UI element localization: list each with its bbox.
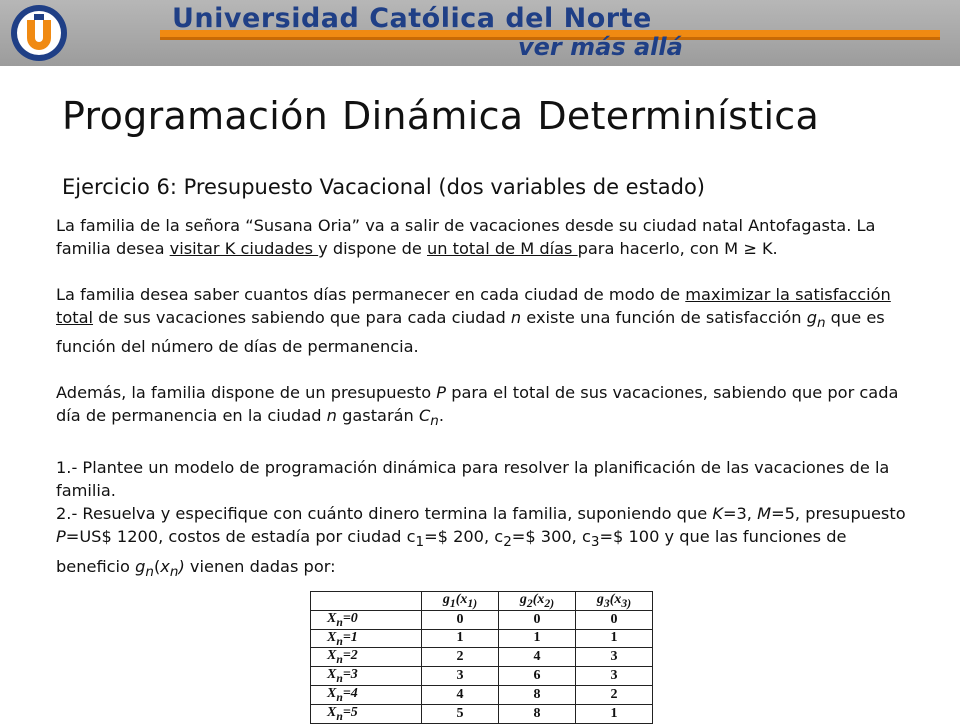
row-label: $X_n=1$	[311, 629, 422, 648]
italic-var: P	[56, 527, 66, 547]
text: vienen dadas por:	[184, 556, 336, 576]
text: para hacerlo, con M ≥ K.	[577, 239, 778, 258]
italic-var: P	[436, 383, 447, 403]
text: La familia de la señora “Susana Oria” va a salir de vacaciones desde su ciudad natal Antofagasta. La familia desea	[56, 216, 876, 258]
paragraph-intro	[56, 214, 916, 260]
table-header-cell: $g_1(x_{1)}$	[422, 592, 499, 611]
text: .	[438, 406, 444, 426]
text: y dispone de	[318, 239, 428, 258]
italic-var: g	[806, 308, 817, 327]
text: =$ 200, c	[424, 527, 504, 547]
italic-var: C	[418, 406, 431, 426]
row-label: $X_n=0$	[311, 610, 422, 629]
exercise-subtitle: Ejercicio 6: Presupuesto Vacacional (dos variables de estado)	[62, 175, 706, 199]
table-cell: 8	[499, 704, 576, 723]
row-label: $X_n=2$	[311, 648, 422, 667]
question-1: 1.- Plantee un modelo de programación dinámica para resolver la planificación de las vacaciones de la familia.	[56, 458, 890, 501]
table-cell: 1	[499, 629, 576, 648]
table-cell: 6	[499, 667, 576, 686]
table-cell: 1	[576, 629, 653, 648]
text: =3,	[722, 504, 758, 524]
italic-var: M	[757, 504, 772, 524]
university-seal-logo	[10, 0, 68, 66]
italic-var: n	[510, 308, 522, 327]
table-cell: 5	[422, 704, 499, 723]
slide-title	[62, 94, 819, 138]
table-row	[311, 648, 653, 667]
table-corner-cell	[311, 592, 422, 611]
title-word: Determinística	[537, 94, 820, 138]
text: =5, presupuesto	[771, 504, 906, 524]
row-label: $X_n=3$	[311, 667, 422, 686]
table-cell: 3	[576, 667, 653, 686]
question-2	[56, 502, 916, 583]
italic-var: )	[178, 556, 185, 576]
text: Además, la familia dispone de un presupuesto	[56, 383, 437, 403]
table-cell: 8	[499, 685, 576, 704]
table-cell: 1	[576, 704, 653, 723]
university-motto: ver más allá	[518, 33, 683, 61]
row-label: $X_n=4$	[311, 685, 422, 704]
underlined-text: maximizar la satisfacción total	[56, 285, 891, 327]
text: que es función del número de días de permanencia.	[56, 308, 885, 357]
italic-var: K	[712, 504, 723, 524]
table-header-row	[311, 592, 653, 611]
underlined-text: un total de M días	[427, 239, 578, 258]
subscript: 3	[590, 534, 600, 551]
italic-var: n	[326, 406, 337, 426]
text: (	[153, 556, 161, 576]
text: para el total de sus vacaciones, sabiendo que por cada día de permanencia en la ciudad	[56, 383, 899, 426]
table-cell: 0	[499, 610, 576, 629]
table-header-cell: $g_3(x_{3)}$	[576, 592, 653, 611]
table-row	[311, 685, 653, 704]
subscript: 1	[415, 534, 425, 551]
text: de sus vacaciones sabiendo que para cada ciudad	[93, 308, 511, 327]
table-cell: 4	[499, 648, 576, 667]
subscript: n	[169, 563, 179, 580]
underlined-text: visitar K ciudades	[169, 239, 319, 258]
text: La familia desea saber cuantos días permanecer en cada ciudad de modo de	[56, 285, 686, 304]
table-cell: 0	[422, 610, 499, 629]
subscript: n	[816, 315, 826, 332]
table-row	[311, 610, 653, 629]
italic-var: x	[160, 556, 170, 576]
header-banner	[0, 0, 960, 66]
title-word: Programación	[62, 94, 329, 138]
table-cell: 0	[576, 610, 653, 629]
title-word: Dinámica	[342, 94, 524, 138]
table-cell: 3	[576, 648, 653, 667]
table-cell: 4	[422, 685, 499, 704]
text: =US$ 1200, costos de estadía por ciudad c	[65, 527, 416, 547]
table-cell: 3	[422, 667, 499, 686]
subscript: n	[145, 563, 154, 580]
text: 2.- Resuelva y especifique con cuánto dinero termina la familia, suponiendo que	[56, 504, 713, 524]
text: existe una función de satisfacción	[521, 308, 807, 327]
text: gastarán	[336, 406, 419, 426]
table-row	[311, 629, 653, 648]
table-cell: 2	[576, 685, 653, 704]
university-name: Universidad Católica del Norte	[172, 3, 652, 34]
benefit-table-wrapper	[310, 591, 653, 724]
row-label: $X_n=5$	[311, 704, 422, 723]
benefit-table	[310, 591, 653, 724]
table-cell: 1	[422, 629, 499, 648]
paragraph-budget	[56, 381, 916, 433]
table-row	[311, 704, 653, 723]
paragraph-objective	[56, 283, 916, 358]
subscript: 2	[503, 534, 512, 551]
table-cell: 2	[422, 648, 499, 667]
table-row	[311, 667, 653, 686]
table-header-cell: $g_2(x_{2)}$	[499, 592, 576, 611]
exercise-body	[56, 214, 916, 584]
subscript: n	[430, 413, 439, 430]
italic-var: g	[135, 556, 146, 576]
text: =$ 300, c	[511, 527, 591, 547]
text: =$ 100 y que las funciones de beneficio	[56, 527, 847, 576]
